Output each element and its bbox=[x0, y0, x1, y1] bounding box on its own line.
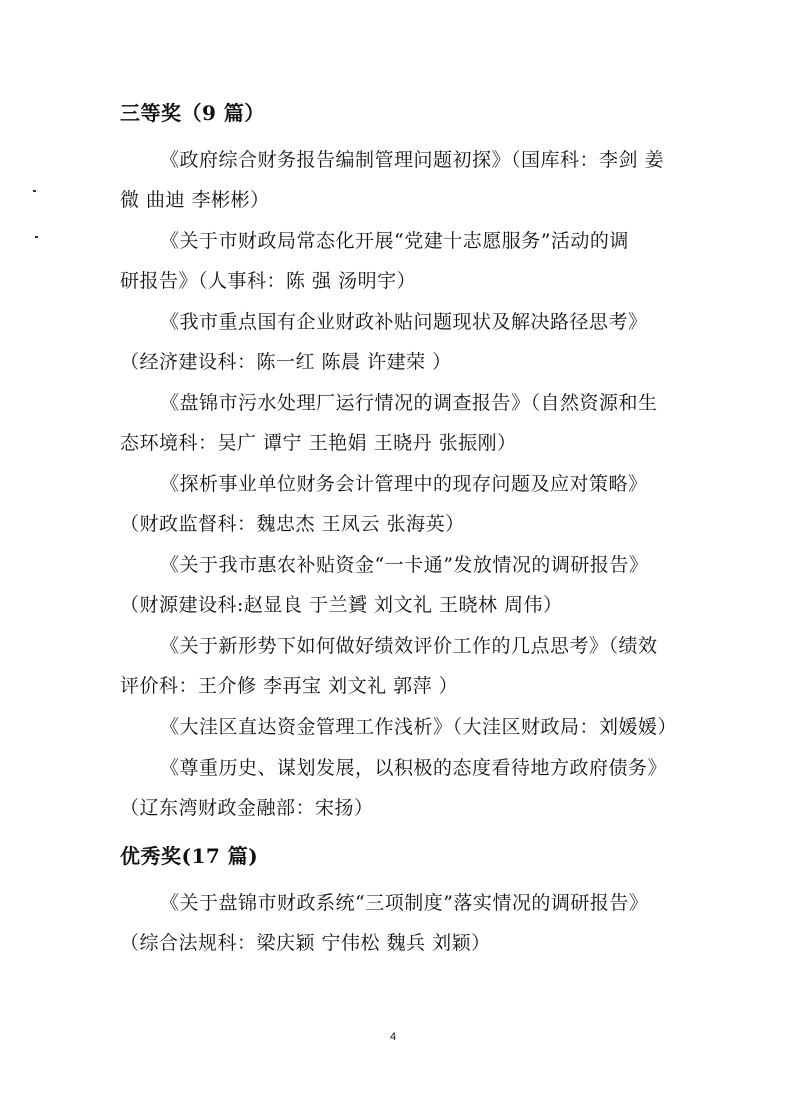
section-heading-excellence-prize: 优秀奖(17 篇) bbox=[120, 844, 259, 868]
award-entry-2-line-2: 研报告》（人事科：陈 强 汤明宇） bbox=[120, 270, 417, 292]
award-entry-3-line-2: （经济建设科：陈一红 陈晨 许建荣 ） bbox=[120, 351, 452, 373]
award-entry-7-line-2: 评价科：王介修 李再宝 刘文礼 郭萍 ） bbox=[120, 675, 459, 697]
page-number: 4 bbox=[389, 1031, 397, 1043]
award-entry-7-line-1: 《关于新形势下如何做好绩效评价工作的几点思考》（绩效 bbox=[160, 635, 658, 657]
award-entry-1-line-1: 《政府综合财务报告编制管理问题初探》（国库科：李剑 姜 bbox=[160, 149, 665, 171]
award-entry-6-line-1: 《关于我市惠农补贴资金“一卡通”发放情况的调研报告》 bbox=[160, 554, 649, 576]
award-entry-2-line-1: 《关于市财政局常态化开展“党建十志愿服务”活动的调 bbox=[160, 230, 629, 252]
scan-speck bbox=[35, 236, 38, 238]
award-entry-6-line-2: （财源建设科:赵显良 于兰贇 刘文礼 王晓林 周伟） bbox=[120, 594, 563, 616]
award-entry-3-line-1: 《我市重点国有企业财政补贴问题现状及解决路径思考》 bbox=[160, 311, 648, 333]
award-entry-8-line-1: 《大洼区直达资金管理工作浅析》（大洼区财政局：刘媛媛） bbox=[160, 716, 678, 738]
award-entry-9-line-2: （辽东湾财政金融部：宋扬） bbox=[120, 797, 374, 819]
scan-speck bbox=[33, 190, 36, 192]
section-heading-third-prize: 三等奖（9 篇） bbox=[120, 101, 265, 125]
award-entry-9-line-1: 《尊重历史、谋划发展，以积极的态度看待地方政府债务》 bbox=[160, 757, 668, 779]
award-entry-10-line-1: 《关于盘锦市财政系统“三项制度”落实情况的调研报告》 bbox=[160, 892, 649, 914]
award-entry-4-line-2: 态环境科：吴广 谭宁 王艳娟 王晓丹 张振刚） bbox=[120, 432, 517, 454]
award-entry-4-line-1: 《盘锦市污水处理厂运行情况的调查报告》（自然资源和生 bbox=[160, 392, 658, 414]
award-entry-5-line-1: 《探析事业单位财务会计管理中的现存问题及应对策略》 bbox=[160, 473, 648, 495]
award-entry-10-line-2: （综合法规科：梁庆颖 宁伟松 魏兵 刘颖） bbox=[120, 932, 491, 954]
award-entry-1-line-2: 微 曲迪 李彬彬） bbox=[120, 189, 270, 211]
award-entry-5-line-2: （财政监督科：魏忠杰 王凤云 张海英） bbox=[120, 513, 465, 535]
